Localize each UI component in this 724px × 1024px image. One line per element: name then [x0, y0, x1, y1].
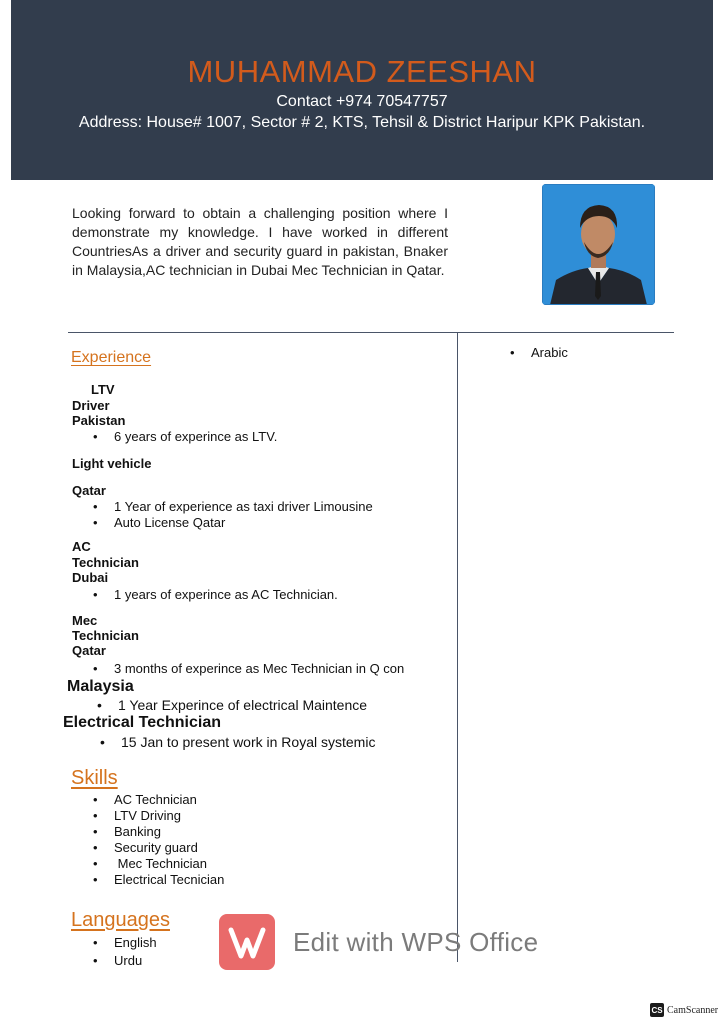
skill-item: • Mec Technician — [114, 856, 207, 871]
skills-title: Skills — [71, 767, 118, 789]
experience-bullet: • Auto License Qatar — [114, 515, 225, 530]
experience-ac-country: Dubai — [72, 570, 109, 585]
experience-bullet: • 15 Jan to present work in Royal systemic — [121, 734, 375, 750]
experience-malaysia: Malaysia — [67, 678, 134, 695]
experience-ltv-country: Pakistan — [72, 413, 126, 428]
experience-qatar-country: Qatar — [72, 483, 106, 498]
wps-logo-icon — [219, 914, 275, 970]
language-item: • English — [114, 935, 157, 950]
right-column-item: • Arabic — [531, 345, 568, 360]
experience-electrical: Electrical Technician — [63, 714, 221, 731]
address-line: Address: House# 1007, Sector # 2, KTS, Tehsil & District Haripur KPK Pakistan. — [78, 114, 646, 131]
experience-ltv-role: Driver — [72, 398, 110, 413]
profile-photo — [542, 184, 655, 305]
language-item: • Urdu — [114, 953, 142, 968]
horizontal-divider — [68, 332, 674, 333]
skill-item: • Banking — [114, 824, 161, 839]
experience-light-vehicle: Light vehicle — [72, 456, 152, 471]
experience-ac-heading: AC — [72, 539, 91, 554]
experience-mec-heading: Mec — [72, 613, 98, 628]
skill-item: • Security guard — [114, 840, 198, 855]
experience-mec-role: Technician — [72, 628, 139, 643]
candidate-name: MUHAMMAD ZEESHAN — [187, 54, 537, 89]
column-divider — [457, 332, 458, 962]
skill-item: • Electrical Tecnician — [114, 872, 224, 887]
skill-item: • AC Technician — [114, 792, 197, 807]
camscanner-icon: CS — [650, 1003, 664, 1017]
contact-line: Contact +974 70547757 — [276, 93, 448, 110]
experience-bullet: • 1 Year of experience as taxi driver Limousine — [114, 499, 373, 514]
skill-item: • LTV Driving — [114, 808, 181, 823]
experience-bullet: • 3 months of experince as Mec Technician in Q con — [114, 661, 404, 676]
camscanner-badge — [650, 1003, 718, 1017]
person-portrait-icon — [542, 184, 655, 305]
languages-title: Languages — [71, 909, 170, 931]
experience-bullet: • 1 Year Experince of electrical Maintence — [118, 697, 367, 713]
experience-ltv-heading: LTV — [91, 382, 115, 397]
experience-mec-country: Qatar — [72, 643, 106, 658]
resume-header — [11, 0, 713, 180]
experience-ac-role: Technician — [72, 555, 139, 570]
experience-bullet: • 6 years of experince as LTV. — [114, 429, 277, 444]
experience-bullet: • 1 years of experince as AC Technician. — [114, 587, 338, 602]
career-objective: Looking forward to obtain a challenging position where I demonstrate my knowledge. I have worked in different CountriesAs a driver and security guard in pakistan, Bnaker in Malaysia,AC technician in Dubai Mec Technician in Qatar. — [72, 205, 448, 278]
camscanner-label: CamScanner — [667, 1004, 719, 1016]
experience-title: Experience — [71, 349, 152, 366]
wps-watermark-text: Edit with WPS Office — [293, 927, 539, 957]
